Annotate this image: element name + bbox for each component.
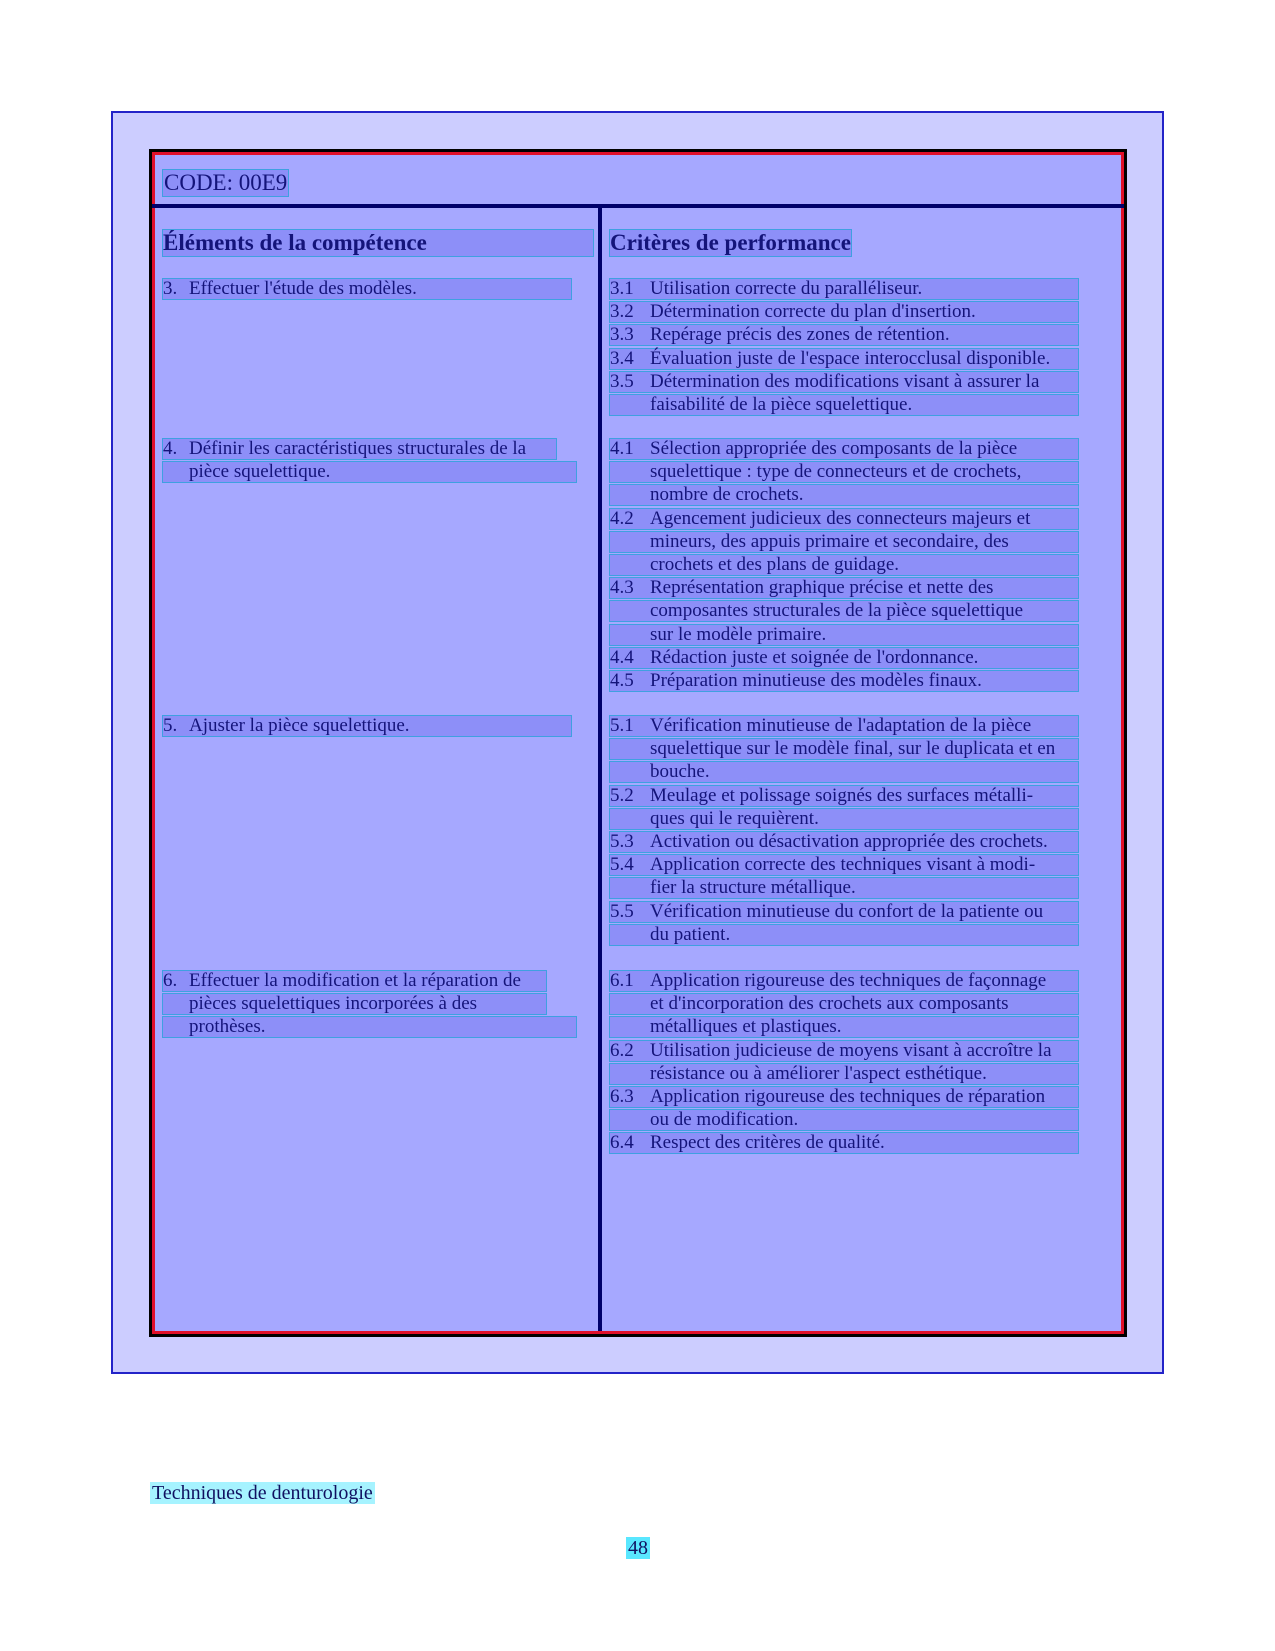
criterion-text: Repérage précis des zones de rétention. <box>650 324 950 346</box>
element-line <box>162 970 547 992</box>
criterion-text: Détermination des modifications visant à assurer la <box>650 370 1040 392</box>
element-text: Effectuer la modification et la réparation de <box>189 970 521 991</box>
criterion-number: 4.3 <box>610 577 634 599</box>
criterion-text: métalliques et plastiques. <box>650 1016 842 1038</box>
criterion-number: 6.2 <box>610 1039 634 1061</box>
criterion-number: 5.1 <box>610 715 634 736</box>
criterion-text: Préparation minutieuse des modèles finaux. <box>650 670 982 691</box>
criterion-text: fier la structure métallique. <box>650 877 856 899</box>
criterion-line <box>609 993 1079 1015</box>
criteria-heading: Critères de performance <box>610 230 851 255</box>
element-text: Effectuer l'étude des modèles. <box>189 278 417 299</box>
element-line <box>162 438 557 460</box>
criterion-text: Évaluation juste de l'espace interocclusal disponible. <box>650 347 1051 369</box>
criterion-line <box>609 1063 1079 1085</box>
criterion-line <box>609 901 1079 923</box>
criterion-line <box>609 1109 1079 1131</box>
criterion-number: 6.1 <box>610 970 634 991</box>
criterion-text: Détermination correcte du plan d'insertion. <box>650 301 976 323</box>
criterion-number: 4.2 <box>610 507 634 529</box>
criterion-number: 5.4 <box>610 854 634 876</box>
criterion-text: Agencement judicieux des connecteurs majeurs et <box>650 507 1031 529</box>
criterion-line <box>609 438 1079 460</box>
criterion-line <box>609 624 1079 646</box>
element-line <box>162 1016 577 1038</box>
criterion-text: Utilisation correcte du paralléliseur. <box>650 278 923 299</box>
criterion-text: squelettique : type de connecteurs et de crochets, <box>650 461 1022 483</box>
criterion-number: 3.2 <box>610 301 634 323</box>
criterion-text: squelettique sur le modèle final, sur le duplicata et en <box>650 738 1056 760</box>
element-text: pièces squelettiques incorporées à des <box>189 993 478 1015</box>
criterion-number: 6.3 <box>610 1086 634 1107</box>
element-line <box>162 715 572 737</box>
elements-heading: Éléments de la compétence <box>162 229 594 257</box>
element-line <box>162 278 572 300</box>
criterion-text: du patient. <box>650 923 731 945</box>
criterion-line <box>609 1086 1079 1108</box>
code-row <box>152 152 1124 208</box>
criterion-line <box>609 348 1079 370</box>
criterion-text: Sélection appropriée des composants de la pièce <box>650 438 1018 459</box>
criterion-text: nombre de crochets. <box>650 484 804 506</box>
criterion-line <box>609 278 1079 300</box>
criterion-line <box>609 394 1079 416</box>
criterion-number: 5.3 <box>610 831 634 852</box>
element-line <box>162 461 577 483</box>
element-text: Définir les caractéristiques structurales de la <box>189 438 527 459</box>
criterion-number: 4.5 <box>610 670 634 691</box>
element-text: pièce squelettique. <box>189 461 331 483</box>
criterion-text: Application rigoureuse des techniques de réparation <box>650 1086 1046 1107</box>
criterion-text: Vérification minutieuse du confort de la patiente ou <box>650 900 1044 922</box>
criterion-text: Rédaction juste et soignée de l'ordonnance. <box>650 646 979 668</box>
footer-title: Techniques de denturologie <box>152 1482 373 1504</box>
criterion-line <box>609 970 1079 992</box>
criterion-line <box>609 738 1079 760</box>
criterion-number: 5.2 <box>610 784 634 806</box>
criterion-line <box>609 808 1079 830</box>
criterion-line <box>609 301 1079 323</box>
criterion-number: 3.1 <box>610 278 634 299</box>
criterion-text: Application correcte des techniques visant à modi- <box>650 854 1036 876</box>
page-number: 48 <box>628 1537 648 1559</box>
column-divider <box>598 208 602 1331</box>
criterion-text: et d'incorporation des crochets aux composants <box>650 993 1009 1015</box>
criterion-text: résistance ou à améliorer l'aspect esthétique. <box>650 1062 987 1084</box>
element-number: 5. <box>163 715 178 736</box>
criterion-line <box>609 531 1079 553</box>
criterion-number: 3.5 <box>610 370 634 392</box>
criterion-text: sur le modèle primaire. <box>650 623 827 645</box>
criterion-number: 3.4 <box>610 347 634 369</box>
competency-table <box>149 149 1127 1337</box>
criterion-text: ou de modification. <box>650 1109 799 1131</box>
criterion-line <box>609 1040 1079 1062</box>
criterion-number: 5.5 <box>610 900 634 922</box>
criterion-line <box>609 1132 1079 1154</box>
element-number: 3. <box>163 278 178 299</box>
criterion-text: faisabilité de la pièce squelettique. <box>650 394 913 415</box>
element-number: 4. <box>163 438 178 459</box>
criterion-text: ques qui le requièrent. <box>650 807 819 829</box>
criterion-text: Utilisation judicieuse de moyens visant à accroître la <box>650 1039 1052 1061</box>
criterion-line <box>609 785 1079 807</box>
criterion-text: crochets et des plans de guidage. <box>650 554 900 575</box>
criterion-line <box>609 670 1079 692</box>
criterion-line <box>609 761 1079 783</box>
criterion-text: Vérification minutieuse de l'adaptation de la pièce <box>650 715 1032 736</box>
criterion-text: Meulage et polissage soignés des surfaces métalli- <box>650 784 1034 806</box>
criterion-line <box>609 461 1079 483</box>
criterion-text: mineurs, des appuis primaire et secondaire, des <box>650 530 1009 552</box>
criterion-text: Représentation graphique précise et nette des <box>650 577 994 599</box>
criterion-line <box>609 554 1079 576</box>
criterion-text: Respect des critères de qualité. <box>650 1132 885 1154</box>
criterion-line <box>609 647 1079 669</box>
criterion-line <box>609 1016 1079 1038</box>
criterion-line <box>609 600 1079 622</box>
criterion-line <box>609 924 1079 946</box>
criterion-number: 4.1 <box>610 438 634 459</box>
criterion-line <box>609 324 1079 346</box>
criterion-line <box>609 484 1079 506</box>
element-text: prothèses. <box>189 1016 266 1038</box>
criterion-line <box>609 877 1079 899</box>
element-line <box>162 993 547 1015</box>
criterion-text: Activation ou désactivation appropriée des crochets. <box>650 831 1048 852</box>
criterion-line <box>609 831 1079 853</box>
criterion-line <box>609 508 1079 530</box>
criterion-line <box>609 854 1079 876</box>
criterion-text: composantes structurales de la pièce squelettique <box>650 600 1024 622</box>
criterion-line <box>609 371 1079 393</box>
criterion-line <box>609 577 1079 599</box>
criterion-line <box>609 715 1079 737</box>
criterion-text: bouche. <box>650 761 710 783</box>
criterion-number: 4.4 <box>610 646 634 668</box>
element-text: Ajuster la pièce squelettique. <box>189 715 410 736</box>
criterion-number: 3.3 <box>610 324 634 346</box>
criterion-number: 6.4 <box>610 1132 634 1154</box>
code-label: CODE: 00E9 <box>164 170 288 195</box>
criterion-text: Application rigoureuse des techniques de façonnage <box>650 970 1047 991</box>
element-number: 6. <box>163 970 178 991</box>
